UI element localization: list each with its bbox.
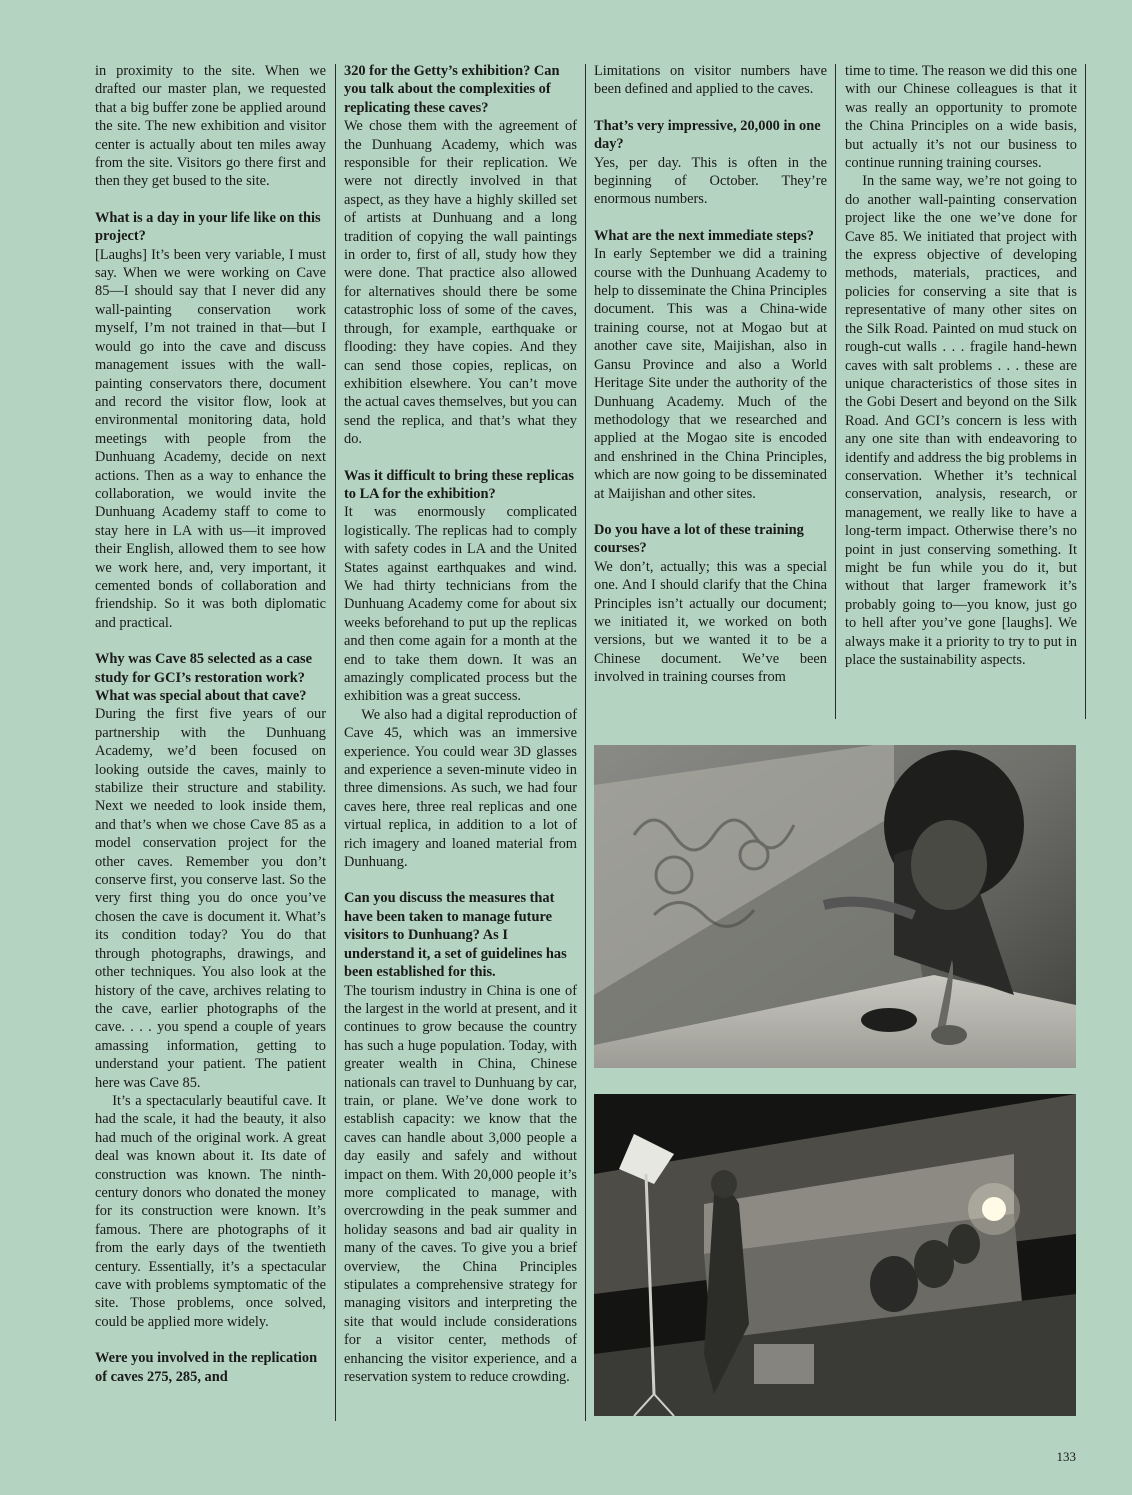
interview-question: Were you involved in the replication of caves 275, 285, and [95,1350,318,1385]
text-column-1 [95,62,326,1386]
interview-question: That’s very impressive, 20,000 in one day? [594,117,821,153]
interview-question: What are the next immediate steps? [594,227,814,244]
column-rule [835,64,836,719]
interview-question: Was it difficult to bring these replicas to LA for the exhibition? [344,467,574,502]
column-rule [335,64,336,1421]
interview-answer: time to time. The reason we did this one with our Chinese colleagues is that it was really an opportunity to promote the China Principles on a wide basis, but actually it’s not our business to continue running training courses. [845,63,1077,172]
interview-answer: Limitations on visitor numbers have been defined and applied to the caves. [594,63,827,98]
page-number: 133 [1056,1449,1076,1464]
photo-cave-lighting-team [594,1094,1076,1416]
interview-question: Can you discuss the measures that have been taken to manage future visitors to Dunhuang? As I understand it, a set of guidelines has been established for this. [344,890,567,981]
interview-answer: in proximity to the site. When we drafted our master plan, we requested that a big buffer zone be applied around the site. The new exhibition and visitor center is actually about ten miles away from the site. Visitors go there first and then they get bused to the site. [95,63,326,190]
interview-answer: In early September we did a training course with the Dunhuang Academy to help to disseminate the China Principles document. This was a China-wide training course, not at Mogao but at another cave site, Maijishan, also in Gansu Province and also a World Heritage Site under the authority of the Dunhuang Academy. Much of the methodology that we researched and applied at the Mogao site is encoded and enshrined in the China Principles, which are now going to be disseminated at Maijishan and other sites. [594,246,827,502]
interview-answer: During the first five years of our partnership with the Dunhuang Academy, we’d been focused on looking outside the caves, mainly to stabilize their structure and stability. Next we needed to look inside them, and that’s when we chose Cave 85 as a model conservation project for the other caves. Remember you don’t conserve first, you conserve last. So the very first thing you do once you’ve chosen the cave is document it. What’s its condition today? You do that through photographs, drawings, and other techniques. You also look at the history of the cave, archives relating to the cave, earlier photographs of the cave. . . . you spend a couple of years amassing information, getting to understand your patient. The patient here was Cave 85. [95,706,326,1091]
text-column-2 [344,62,577,1386]
text-column-4 [845,62,1077,669]
interview-answer: We also had a digital reproduction of Cave 45, which was an immersive experience. You could wear 3D glasses and experience a seven-minute video in three dimensions. As such, we had four caves here, three real replicas and one virtual replica, in addition to a lot of rich imagery and loaned material from Dunhuang. [344,706,577,871]
interview-answer: In the same way, we’re not going to do another wall-painting conservation project like the one we’ve done for Cave 85. We initiated that project with the express objective of developing methods, materials, practices, and policies for conserving a site that is representative of many other sites on the Silk Road. Painted on mud stuck on rough-cut walls . . . fragile hand-hewn caves with salt problems . . . these are unique characteristics of those sites in the Gobi Desert and beyond on the Silk Road. And GCI’s concern is less with any one site than with endeavoring to identify and address the big problems in conservation. Whether it’s technical conservation, analysis, research, or management, we really like to have a long-term impact. Otherwise there’s no point in just conserving something. It might be fun while you do it, but without that larger framework it’s probably going to—you know, just go to hell after you’ve gone [laughs]. We always make it a priority to try to put in place the sustainability aspects. [845,173,1077,668]
column-rule [585,64,586,1421]
interview-answer: We chose them with the agreement of the Dunhuang Academy, which was responsible for their replication. We were not directly involved in that aspect, as they have a highly skilled set of artists at Dunhuang and a long tradition of copying the wall paintings in order to, first of all, study how they were done. That practice also allowed for alternatives should there be some catastrophic loss of some of the caves, through, for example, earthquake or flooding: they have copies. And they can send those copies, replicas, on exhibition elsewhere. You can’t move the actual caves themselves, but you can send the replica, and that’s what they do. [344,118,577,448]
interview-question: Do you have a lot of these training courses? [594,521,804,557]
interview-answer: We don’t, actually; this was a special one. And I should clarify that the China Principles isn’t actually our document; we initiated it, we worked on both versions, but we wanted it to be a Chinese document. We’ve been involved in training courses from [594,558,827,686]
interview-answer: It’s a spectacularly beautiful cave. It had the scale, it had the beauty, it also had much of the original work. A great deal was known about it. Its date of construction was known. The ninth-century donors who donated the money for its construction were known. It’s famous. There are photographs of it from the early days of the twentieth century. Essentially, it’s a spectacular cave with problems symptomatic of the site. Those problems, once solved, could be applied more widely. [95,1092,326,1330]
interview-question: What is a day in your life like on this project? [95,209,321,245]
interview-question: 320 for the Getty’s exhibition? Can you talk about the complexities of replicating these caves? [344,63,560,116]
interview-answer: The tourism industry in China is one of the largest in the world at present, and it continues to grow because the country has such a huge population. Today, with greater wealth in China, Chinese nationals can travel to Dunhuang by car, train, or plane. We’ve done work to establish capacity: we know that the caves can handle about 3,000 people a day easily and safely and without impact on them. With 20,000 people it’s more complicated to manage, with overcrowding in the peak summer and holiday seasons and bad air quality in many of the caves. To give you a brief overview, the China Principles stipulates a comprehensive strategy for managing visitors and interpreting the site that would include considerations for a visitor center, methods of enhancing the visitor experience, and a reservation system to reduce crowding. [344,982,577,1386]
photo-conservator-painting [594,745,1076,1068]
column-rule [1085,64,1086,719]
text-column-3 [594,62,827,687]
interview-answer: Yes, per day. This is often in the beginning of October. They’re enormous numbers. [594,154,827,208]
interview-answer: It was enormously complicated logistically. The replicas had to comply with safety codes in LA and the United States against earthquakes and wind. We had thirty technicians from the Dunhuang Academy come for about six weeks beforehand to put up the replicas and then come again for a month at the end to take them down. It was an amazingly complicated process but the exhibition was a great success. [344,504,577,705]
interview-question: Why was Cave 85 selected as a case study for GCI’s restoration work? What was special about that cave? [95,651,313,704]
interview-answer: [Laughs] It’s been very variable, I must say. When we were working on Cave 85—I should say that I never did any wall-painting conservation work myself, I’m not trained in that—but I would go into the cave and discuss management issues with the wall-painting conservators there, document and record the visitor flow, look at environmental monitoring data, hold meetings with people from the Dunhuang Academy, decide on next actions. Then as a way to enhance the collaboration, we would invite the Dunhuang Academy staff to come to stay here in LA with us—it improved their English, allowed them to see how we work here, and, very important, it cemented bonds of collaboration and friendship. So it was both diplomatic and practical. [95,246,326,631]
